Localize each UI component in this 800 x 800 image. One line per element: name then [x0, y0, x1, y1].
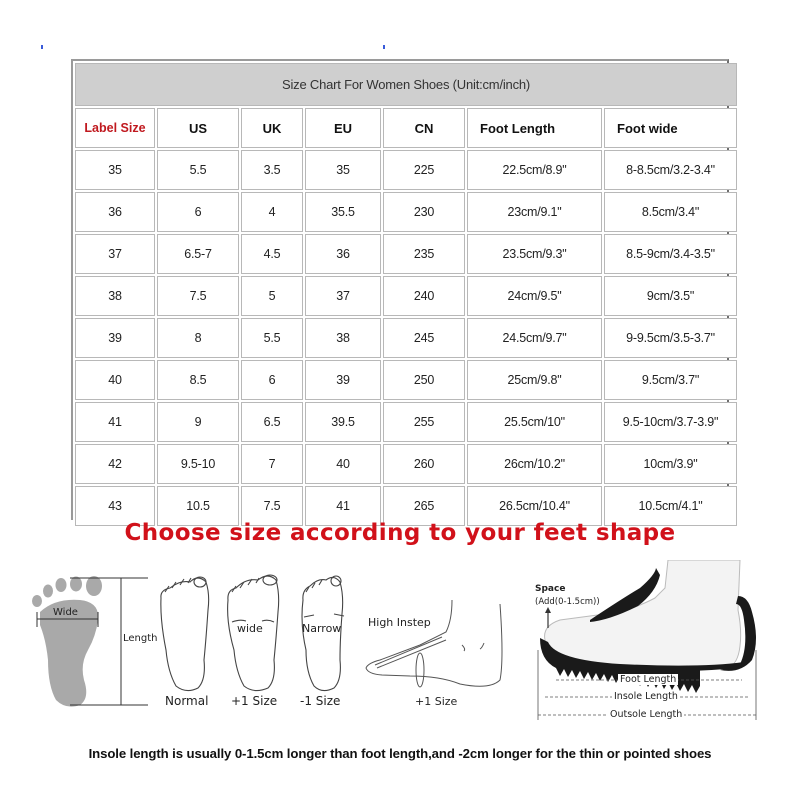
cell-foot-wide: 9.5cm/3.7"	[604, 360, 737, 400]
cell-us: 9	[157, 402, 239, 442]
cell-foot-wide: 8-8.5cm/3.2-3.4"	[604, 150, 737, 190]
cell-foot-length: 26.5cm/10.4"	[467, 486, 602, 526]
cell-foot-length: 22.5cm/8.9"	[467, 150, 602, 190]
cell-us: 8.5	[157, 360, 239, 400]
cell-cn: 265	[383, 486, 465, 526]
instep-plus-one-size-label: +1 Size	[415, 695, 458, 708]
header-foot-length: Foot Length	[467, 108, 602, 148]
cell-us: 6	[157, 192, 239, 232]
cell-uk: 3.5	[241, 150, 303, 190]
cell-us: 10.5	[157, 486, 239, 526]
cell-eu: 41	[305, 486, 381, 526]
space-label: Space	[535, 584, 566, 594]
cell-label-size: 38	[75, 276, 155, 316]
cell-label-size: 43	[75, 486, 155, 526]
cell-label-size: 40	[75, 360, 155, 400]
cell-foot-length: 23cm/9.1"	[467, 192, 602, 232]
cell-foot-wide: 8.5cm/3.4"	[604, 192, 737, 232]
cell-uk: 7.5	[241, 486, 303, 526]
marker-dot-left	[41, 45, 43, 49]
cell-foot-length: 24.5cm/9.7"	[467, 318, 602, 358]
wide-label: Wide	[53, 607, 78, 618]
cell-eu: 39.5	[305, 402, 381, 442]
normal-label: Normal	[165, 694, 209, 708]
table-row	[75, 276, 737, 316]
cell-foot-wide: 8.5-9cm/3.4-3.5"	[604, 234, 737, 274]
table-row	[75, 318, 737, 358]
cell-cn: 240	[383, 276, 465, 316]
cell-uk: 4	[241, 192, 303, 232]
cell-eu: 39	[305, 360, 381, 400]
header-label-size: Label Size	[75, 108, 155, 148]
cell-foot-length: 26cm/10.2"	[467, 444, 602, 484]
cell-uk: 5	[241, 276, 303, 316]
cell-label-size: 36	[75, 192, 155, 232]
cell-cn: 225	[383, 150, 465, 190]
outsole-length-label: Outsole Length	[610, 709, 683, 720]
table-row	[75, 150, 737, 190]
cell-foot-wide: 9-9.5cm/3.5-3.7"	[604, 318, 737, 358]
cell-uk: 7	[241, 444, 303, 484]
header-foot-wide: Foot wide	[604, 108, 737, 148]
header-row	[75, 108, 737, 148]
high-instep-foot-icon	[366, 600, 502, 687]
table-row	[75, 192, 737, 232]
cell-eu: 36	[305, 234, 381, 274]
size-chart-table	[73, 61, 739, 528]
cell-us: 6.5-7	[157, 234, 239, 274]
cell-cn: 245	[383, 318, 465, 358]
header-cn: CN	[383, 108, 465, 148]
cell-foot-wide: 10cm/3.9"	[604, 444, 737, 484]
space-note: (Add(0-1.5cm))	[535, 597, 600, 607]
plus-one-size-label: +1 Size	[231, 694, 278, 708]
foot-length-label: Foot Length	[620, 674, 677, 685]
table-row	[75, 234, 737, 274]
cell-label-size: 37	[75, 234, 155, 274]
cell-eu: 35.5	[305, 192, 381, 232]
header-uk: UK	[241, 108, 303, 148]
cell-foot-length: 25cm/9.8"	[467, 360, 602, 400]
cell-foot-wide: 10.5cm/4.1"	[604, 486, 737, 526]
cell-foot-wide: 9cm/3.5"	[604, 276, 737, 316]
choose-size-headline: Choose size according to your feet shape	[124, 520, 676, 546]
insole-length-label: Insole Length	[614, 691, 678, 702]
cell-cn: 235	[383, 234, 465, 274]
minus-one-size-label: -1 Size	[300, 694, 341, 708]
cell-cn: 230	[383, 192, 465, 232]
narrow-annotation: Narrow	[302, 622, 342, 635]
cell-uk: 6	[241, 360, 303, 400]
cell-foot-wide: 9.5-10cm/3.7-3.9"	[604, 402, 737, 442]
cell-label-size: 35	[75, 150, 155, 190]
cell-foot-length: 24cm/9.5"	[467, 276, 602, 316]
cell-eu: 40	[305, 444, 381, 484]
normal-foot-icon	[161, 577, 209, 691]
foot-illustrations	[0, 560, 800, 730]
cell-label-size: 42	[75, 444, 155, 484]
cell-cn: 260	[383, 444, 465, 484]
length-label: Length	[123, 633, 158, 644]
cell-cn: 250	[383, 360, 465, 400]
marker-dot-right	[383, 45, 385, 49]
cell-foot-length: 25.5cm/10"	[467, 402, 602, 442]
insole-footnote: Insole length is usually 0-1.5cm longer than foot length,and -2cm longer for the thin or pointed shoes	[88, 746, 712, 761]
cell-uk: 6.5	[241, 402, 303, 442]
cell-us: 7.5	[157, 276, 239, 316]
cell-eu: 37	[305, 276, 381, 316]
cell-eu: 35	[305, 150, 381, 190]
cell-eu: 38	[305, 318, 381, 358]
cell-label-size: 39	[75, 318, 155, 358]
cell-us: 9.5-10	[157, 444, 239, 484]
table-row	[75, 360, 737, 400]
size-chart	[71, 59, 729, 520]
high-instep-label: High Instep	[368, 616, 431, 629]
cell-cn: 255	[383, 402, 465, 442]
title-row	[75, 63, 737, 106]
cell-uk: 4.5	[241, 234, 303, 274]
footprint-icon	[32, 576, 102, 707]
header-us: US	[157, 108, 239, 148]
cell-foot-length: 23.5cm/9.3"	[467, 234, 602, 274]
cell-us: 5.5	[157, 150, 239, 190]
cell-uk: 5.5	[241, 318, 303, 358]
wide-annotation: wide	[237, 622, 263, 635]
table-row	[75, 402, 737, 442]
cell-label-size: 41	[75, 402, 155, 442]
cell-us: 8	[157, 318, 239, 358]
header-eu: EU	[305, 108, 381, 148]
table-row	[75, 444, 737, 484]
chart-title: Size Chart For Women Shoes (Unit:cm/inch)	[75, 63, 737, 106]
